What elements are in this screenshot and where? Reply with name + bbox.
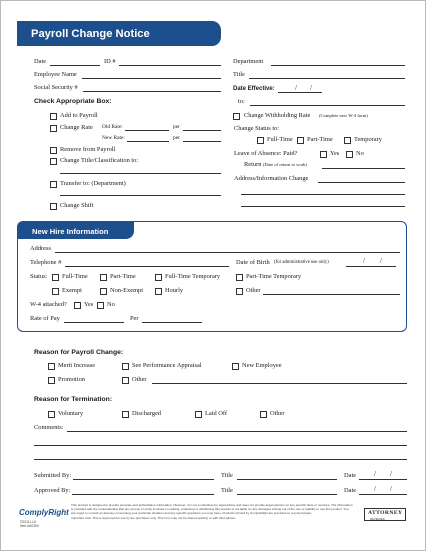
- approved-title-field[interactable]: [237, 494, 337, 495]
- return-note: (Date of return to work): [263, 162, 308, 167]
- to-label: to:: [238, 98, 245, 105]
- nh-rate-of-pay-field[interactable]: [64, 322, 124, 323]
- nh-dob-note: (for administrative use only): [274, 260, 329, 265]
- nh-rate-of-pay-label: Rate of Pay: [30, 315, 60, 322]
- address-info-line-2[interactable]: [241, 194, 405, 195]
- leave-of-absence-label: Leave of Absence: Paid?: [234, 150, 298, 157]
- complyright-logo: ComplyRight: [19, 508, 69, 517]
- nh-full-time-temporary-checkbox[interactable]: [155, 274, 162, 281]
- nh-part-time-label: Part-Time: [110, 273, 136, 280]
- dob-slash: /: [363, 257, 365, 265]
- disclaimer-note: Important note: This is approved for use by the purchaser only. This form may not be shared publicly or with third parties.: [71, 515, 236, 520]
- title-label: Title: [233, 71, 245, 78]
- termination-other-label: Other: [270, 410, 285, 417]
- performance-appraisal-label: See Performance Appraisal: [132, 362, 202, 369]
- transfer-to-label: Transfer to: (Department): [60, 180, 126, 187]
- status-full-time-checkbox[interactable]: [257, 137, 264, 144]
- change-withholding-note: (Complete new W-4 form): [319, 113, 368, 118]
- nh-non-exempt-checkbox[interactable]: [100, 288, 107, 295]
- date-slash: /: [374, 470, 376, 478]
- to-field[interactable]: [250, 105, 405, 106]
- transfer-to-field[interactable]: [60, 195, 221, 196]
- performance-appraisal-checkbox[interactable]: [122, 363, 129, 370]
- nh-w4-yes-checkbox[interactable]: [74, 302, 81, 309]
- laid-off-label: Laid Off: [205, 410, 228, 417]
- old-rate-per-field[interactable]: [183, 130, 221, 131]
- approved-date-field[interactable]: [359, 494, 407, 495]
- date-effective-label: Date Effective:: [233, 86, 275, 92]
- merit-increase-label: Merit Increase: [58, 362, 96, 369]
- address-info-change-label: Address/Information Change: [234, 175, 309, 182]
- change-rate-checkbox[interactable]: [50, 125, 57, 132]
- date-slash: /: [390, 485, 392, 493]
- nh-part-time-temporary-label: Part-Time Temporary: [246, 273, 302, 280]
- status-part-time-checkbox[interactable]: [297, 137, 304, 144]
- nh-exempt-checkbox[interactable]: [52, 288, 59, 295]
- date-slash: /: [310, 84, 312, 92]
- leave-yes-checkbox[interactable]: [320, 151, 327, 158]
- logo-sub-item: Item #A0394: [20, 524, 39, 528]
- attorney-badge-subtext: REVIEWED: [370, 517, 385, 521]
- new-rate-per-label: per: [173, 135, 180, 141]
- nh-status-label: Status:: [30, 273, 48, 280]
- employee-name-field[interactable]: [82, 78, 221, 79]
- ssn-label: Social Security #: [34, 84, 78, 91]
- date-slash: /: [374, 485, 376, 493]
- change-status-label: Change Status to:: [234, 125, 280, 132]
- voluntary-checkbox[interactable]: [48, 411, 55, 418]
- remove-from-payroll-checkbox[interactable]: [50, 147, 57, 154]
- new-rate-field[interactable]: [127, 141, 169, 142]
- nh-exempt-label: Exempt: [62, 287, 82, 294]
- nh-full-time-checkbox[interactable]: [52, 274, 59, 281]
- payroll-other-label: Other: [132, 376, 147, 383]
- status-part-time-label: Part-Time: [307, 136, 333, 143]
- department-field[interactable]: [271, 65, 405, 66]
- employee-name-label: Employee Name: [34, 71, 77, 78]
- add-to-payroll-label: Add to Payroll: [60, 112, 98, 119]
- nh-full-time-label: Full-Time: [62, 273, 88, 280]
- date-effective-field[interactable]: [278, 92, 322, 93]
- address-info-line-3[interactable]: [241, 206, 405, 207]
- new-employee-label: New Employee: [242, 362, 282, 369]
- nh-hourly-label: Hourly: [165, 287, 184, 294]
- submitted-by-label: Submitted By:: [34, 472, 72, 479]
- date-label: Date: [34, 58, 47, 65]
- leave-no-label: No: [356, 150, 364, 157]
- address-info-line-1[interactable]: [318, 182, 405, 183]
- title-field[interactable]: [249, 78, 405, 79]
- return-label: Return: [244, 161, 262, 168]
- nh-other-checkbox[interactable]: [236, 288, 243, 295]
- nh-w4-no-checkbox[interactable]: [97, 302, 104, 309]
- approved-by-label: Approved By:: [34, 487, 71, 494]
- change-rate-label: Change Rate: [60, 124, 93, 131]
- termination-other-checkbox[interactable]: [260, 411, 267, 418]
- discharged-label: Discharged: [132, 410, 161, 417]
- nh-part-time-temporary-checkbox[interactable]: [236, 274, 243, 281]
- nh-w4-label: W-4 attached?: [30, 301, 67, 308]
- approved-date-label: Date: [344, 487, 357, 494]
- payroll-other-checkbox[interactable]: [122, 377, 129, 384]
- nh-telephone-label: Telephone #: [30, 259, 62, 266]
- date-field[interactable]: [50, 65, 100, 66]
- change-title-field[interactable]: [60, 173, 221, 174]
- comments-label: Comments:: [34, 424, 64, 431]
- change-shift-checkbox[interactable]: [50, 203, 57, 210]
- disclaimer-text: This product is designed to provide accurate and authoritative information. However, it is not a substitute for legal advice and does not provide legal opinions on any specific facts or services. The information is provided with the understanding that any person or entity involved in creating, producing or distributing this product is not liable for any damages arising out of the use or inability to use this product. You are urged to consult an attorney concerning your particular situation and any specific questions you may have. Products printed by ComplyRight are provided on recycled paper.: [71, 503, 353, 515]
- nh-w4-no-label: No: [107, 301, 115, 308]
- change-withholding-label: Change Withholding Rate: [244, 112, 311, 119]
- nh-part-time-checkbox[interactable]: [100, 274, 107, 281]
- old-rate-per-label: per: [173, 124, 180, 130]
- old-rate-label: Old Rate:: [102, 124, 123, 130]
- approved-by-field[interactable]: [72, 494, 214, 495]
- change-title-label: Change Title/Classification to:: [60, 157, 139, 164]
- nh-address-label: Address: [30, 245, 51, 252]
- new-employee-checkbox[interactable]: [232, 363, 239, 370]
- department-label: Department: [233, 58, 264, 65]
- nh-per-field[interactable]: [142, 322, 202, 323]
- submitted-title-label: Title: [221, 472, 233, 479]
- approved-title-label: Title: [221, 487, 233, 494]
- change-shift-label: Change Shift: [60, 202, 94, 209]
- submitted-date-field[interactable]: [359, 479, 407, 480]
- voluntary-label: Voluntary: [58, 410, 84, 417]
- nh-dob-field[interactable]: [346, 266, 396, 267]
- promotion-label: Promotion: [58, 376, 85, 383]
- return-field[interactable]: [322, 168, 405, 169]
- payroll-other-field[interactable]: [152, 383, 407, 384]
- date-slash: /: [390, 470, 392, 478]
- attorney-badge-text: ATTORNEY: [368, 510, 403, 516]
- new-rate-label: New Rate:: [102, 135, 125, 141]
- submitted-by-field[interactable]: [73, 479, 214, 480]
- new-hire-title: New Hire Information: [32, 227, 109, 236]
- promotion-checkbox[interactable]: [48, 377, 55, 384]
- check-box-heading: Check Appropriate Box:: [34, 98, 112, 105]
- comments-line-1[interactable]: [67, 431, 407, 432]
- old-rate-field[interactable]: [125, 130, 169, 131]
- termination-reason-heading: Reason for Termination:: [34, 396, 113, 403]
- nh-per-label: Per: [130, 315, 139, 322]
- leave-yes-label: Yes: [330, 150, 340, 157]
- remove-from-payroll-label: Remove from Payroll: [60, 146, 116, 153]
- nh-dob-label: Date of Birth: [236, 259, 270, 266]
- disclaimer: [71, 504, 353, 521]
- discharged-checkbox[interactable]: [122, 411, 129, 418]
- change-withholding-checkbox[interactable]: [233, 113, 240, 120]
- comments-line-3[interactable]: [34, 459, 407, 460]
- dob-slash: /: [380, 257, 382, 265]
- nh-hourly-checkbox[interactable]: [155, 288, 162, 295]
- status-temporary-label: Temporary: [354, 136, 382, 143]
- leave-no-checkbox[interactable]: [346, 151, 353, 158]
- payroll-change-reason-heading: Reason for Payroll Change:: [34, 349, 124, 356]
- nh-non-exempt-label: Non-Exempt: [110, 287, 144, 294]
- id-label: ID #: [104, 58, 116, 65]
- submitted-title-field[interactable]: [237, 479, 337, 480]
- id-field[interactable]: [119, 65, 221, 66]
- status-full-time-label: Full-Time: [267, 136, 293, 143]
- comments-line-2[interactable]: [34, 445, 407, 446]
- submitted-date-label: Date: [344, 472, 357, 479]
- merit-increase-checkbox[interactable]: [48, 363, 55, 370]
- ssn-field[interactable]: [83, 91, 221, 92]
- add-to-payroll-checkbox[interactable]: [50, 113, 57, 120]
- logo-sub-copyright: ©2011 LLK: [20, 520, 37, 524]
- page-title: Payroll Change Notice: [31, 28, 150, 40]
- nh-address-field[interactable]: [55, 252, 400, 253]
- change-title-checkbox[interactable]: [50, 158, 57, 165]
- nh-other-label: Other: [246, 287, 261, 294]
- nh-full-time-temporary-label: Full-Time Temporary: [165, 273, 221, 280]
- laid-off-checkbox[interactable]: [195, 411, 202, 418]
- logo-sub: [20, 520, 39, 528]
- nh-w4-yes-label: Yes: [84, 301, 94, 308]
- new-rate-per-field[interactable]: [183, 141, 221, 142]
- nh-telephone-field[interactable]: [65, 266, 229, 267]
- date-slash: /: [295, 84, 297, 92]
- status-temporary-checkbox[interactable]: [344, 137, 351, 144]
- transfer-to-checkbox[interactable]: [50, 181, 57, 188]
- nh-other-field[interactable]: [263, 294, 400, 295]
